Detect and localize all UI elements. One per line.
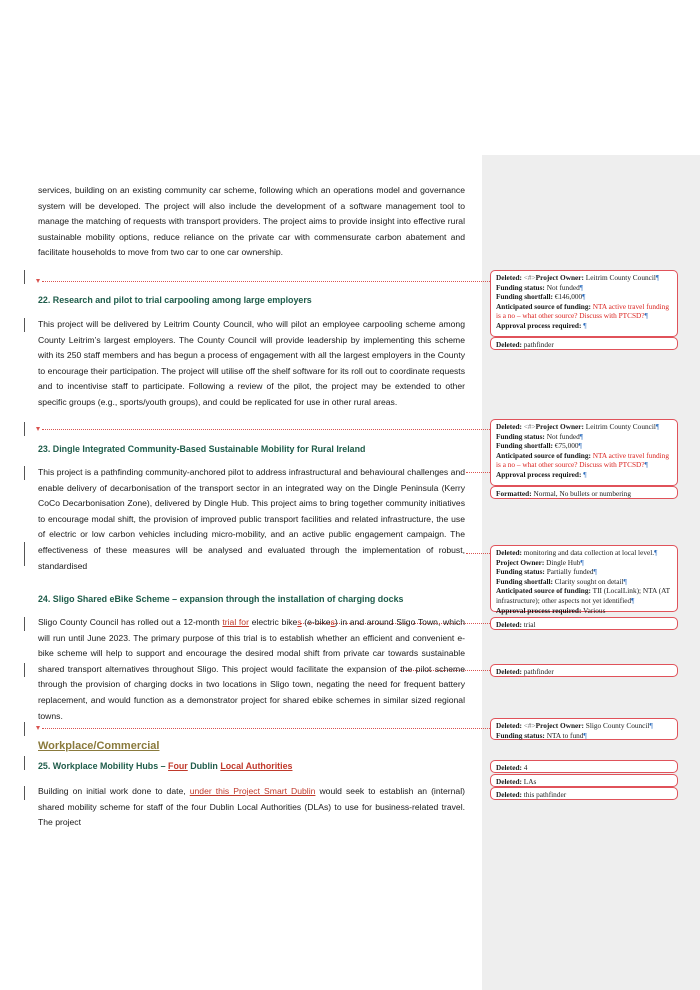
comment-balloon[interactable]: Deleted: pathfinder: [490, 664, 678, 677]
comment-balloon[interactable]: Deleted: <#>Project Owner: Leitrim County Council¶ Funding status: Not funded¶ Funding shortfall: €75,000¶ Anticipated source of funding: NTA active travel funding is a no – what other source? Discuss with PTCSD?¶ Approval process required: ¶: [490, 419, 678, 486]
deletion-anchor-mark: [36, 279, 40, 283]
section-23-heading: 23. Dingle Integrated Community-Based Sustainable Mobility for Rural Ireland: [38, 444, 366, 454]
change-bar: [24, 270, 25, 284]
section-22-heading: 22. Research and pilot to trial carpooling among large employers: [38, 295, 312, 305]
comment-balloon[interactable]: Deleted: <#>Project Owner: Leitrim County Council¶ Funding status: Not funded¶ Funding shortfall: €146,000¶ Anticipated source of funding: NTA active travel funding is a no – what other source? Discuss with PTCSD?¶ Approval process required: ¶: [490, 270, 678, 337]
change-bar: [24, 318, 25, 332]
comment-leader-line: [42, 429, 490, 430]
change-bar: [24, 756, 25, 770]
inserted-text: Local Authorities: [220, 761, 293, 771]
section-title-workplace: Workplace/Commercial: [38, 740, 160, 752]
comment-balloon[interactable]: Deleted: pathfinder: [490, 337, 678, 350]
deletion-anchor-mark: [36, 726, 40, 730]
section-22-body: This project will be delivered by Leitrim County Council, who will pilot an employee carpooling scheme among County Leitrim’s largest employers. The County Council will provide leadership by implementing this scheme with its 250 staff members and has begun a process of engagement with all the largest employers in the County to encourage their participation. The project will utilise off the shelf software for its roll out to coordinate requests and to incentivise staff to participate. Following a review of the pilot, the project may be extended to other specific groups (e.g., sports/youth groups), and could be replicated for use in other rural areas.: [38, 319, 465, 407]
comment-balloon[interactable]: Deleted: 4: [490, 760, 678, 773]
comment-leader-line: [466, 472, 490, 473]
comment-leader-line: [466, 553, 490, 554]
inserted-text: s: [297, 617, 302, 627]
section-24-body: Sligo County Council has rolled out a 12-month trial for electric bikes (e-bikes) in and around Sligo Town, which will run until June 2023. The primary purpose of this trial is to establish whether an efficient and convenient e-bike scheme will help to support and encourage the desired modal shift from private car towards sustainable shared transport alternatives throughout Sligo. This project would facilitate the expansion of the pilot scheme through the provision of charging docks in two locations in Sligo town, negating the need for frequent battery replacement, and would function as a demonstrator project for shared ebike schemes in similar sized regional towns.: [38, 617, 465, 721]
comment-balloon[interactable]: Deleted: trial: [490, 617, 678, 630]
comment-leader-line: [42, 728, 490, 729]
intro-paragraph: services, building on an existing community car scheme, following which an operations model and governance system will be developed. The project will also include the development of a software management tool to manage the matching of requests with transport providers. The project aims to provide insight into effective rural sustainable mobility options, reduce reliance on the private car with commensurate carbon abatement and facilitate households to move from two car to one car ownership.: [38, 185, 465, 258]
inserted-text: under this Project Smart Dublin: [189, 786, 316, 796]
change-bar: [24, 722, 25, 736]
inserted-text: s: [330, 617, 335, 627]
section-25-body: Building on initial work done to date, under this Project Smart Dublin would seek to establish an (internal) shared mobility scheme for staff of the four Dublin Local Authorities (DLAs) to use for business-related travel. The project: [38, 786, 465, 828]
change-bar: [24, 466, 25, 480]
deletion-anchor-mark: [36, 427, 40, 431]
change-bar: [24, 786, 25, 800]
inserted-text: trial for: [222, 617, 249, 627]
change-bar: [24, 422, 25, 436]
section-24-heading: 24. Sligo Shared eBike Scheme – expansion through the installation of charging docks: [38, 594, 404, 604]
comment-balloon[interactable]: Deleted: LAs: [490, 774, 678, 787]
section-25-heading: 25. Workplace Mobility Hubs – Four Dublin Local Authorities: [38, 761, 293, 771]
comment-balloon[interactable]: Deleted: monitoring and data collection at local level.¶ Project Owner: Dingle Hub¶ Funding status: Partially funded¶ Funding shortfall: Clarity sought on detail¶ Anticipated source of funding: TII (LocalLink); NTA (AT infrastructure); other aspects not yet identified¶ Approval process required: Various: [490, 545, 678, 612]
change-bar: [24, 617, 25, 631]
comment-balloon[interactable]: Deleted: this pathfinder: [490, 787, 678, 800]
section-23-body: This project is a pathfinding community-anchored pilot to address infrastructural and behavioural challenges and enable delivery of decarbonisation of the transport sector in an integrated way on the Dingle Peninsula (Kerry CoCo Decarbonisation Zone), delivered by Dingle Hub. This project aims to bring together community initiatives to encourage modal shift, the provision of improved public transport facilities and related infrastructure, the use of electric or low carbon vehicles including micro-mobility, and an active public engagement campaign. The effectiveness of these measures will be analysed and evaluated through the implementation of robust, standardised: [38, 467, 465, 571]
inserted-text: Four: [168, 761, 188, 771]
change-bar: [24, 663, 25, 677]
comment-balloon[interactable]: Formatted: Normal, No bullets or numbering: [490, 486, 678, 499]
comment-leader-line: [42, 281, 490, 282]
change-bar: [24, 542, 25, 566]
comment-balloon[interactable]: Deleted: <#>Project Owner: Sligo County Council¶ Funding status: NTA to fund¶: [490, 718, 678, 740]
